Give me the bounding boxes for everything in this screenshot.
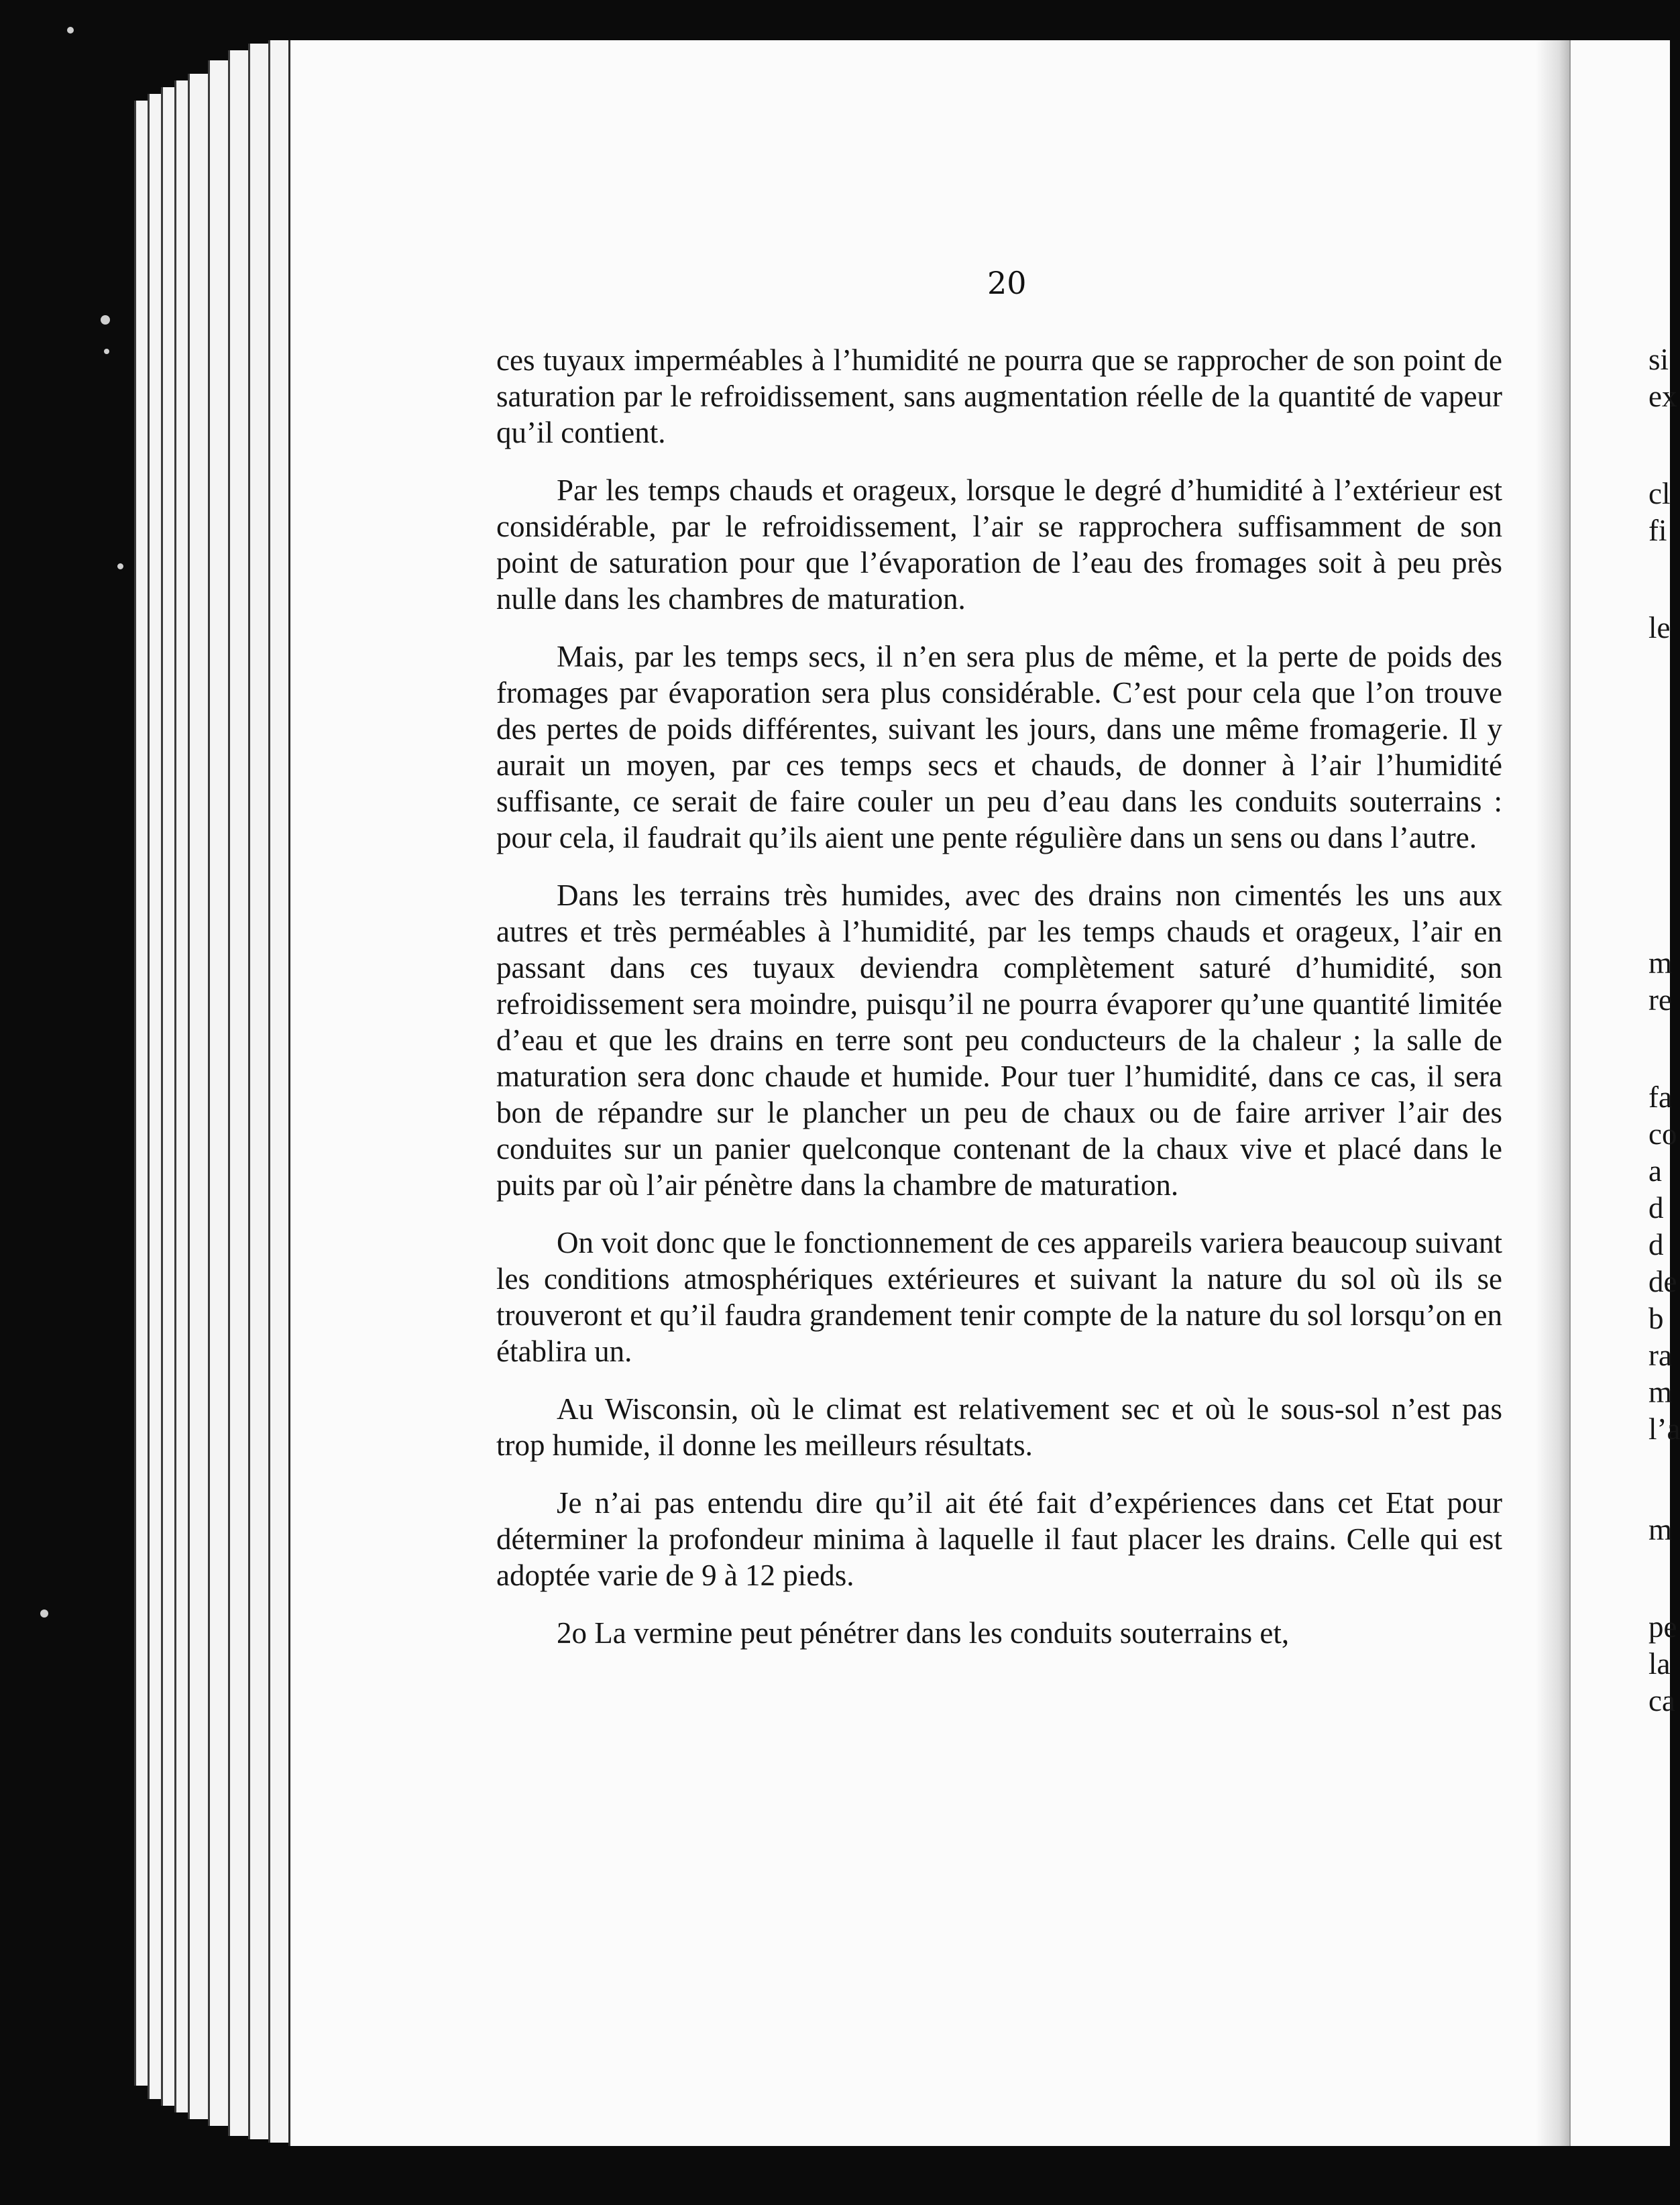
scan-speck	[67, 27, 74, 34]
paragraph: ces tuyaux imperméables à l’humidité ne pourra que se rapprocher de son point de saturation par le refroidissement, sans augmentation réelle de la quantité de vapeur qu’il contient.	[496, 343, 1502, 449]
fragment: ra	[1648, 1339, 1672, 1372]
paragraph: On voit donc que le fonctionnement de ces appareils variera beaucoup suivant les conditions atmosphériques extérieures et suivant la nature du sol où ils se trouveront et qu’il faudra grandement tenir compte de la nature du sol lorsqu’on en établira un.	[496, 1226, 1502, 1368]
fragment: fa	[1648, 1080, 1672, 1114]
paragraph: Mais, par les temps secs, il n’en sera plus de même, et la perte de poids des fromages par évaporation sera plus considérable. C’est pour cela que l’on trouve des pertes de poids différentes, suivant les jours, dans une même fromagerie. Il y aurait un moyen, par ces temps secs et chauds, de donner à l’air l’humidité suffisante, ce serait de faire couler un peu d’eau dans les conduits souterrains : pour cela, il faudrait qu’ils aient une pente régulière dans un sens ou dans l’autre.	[496, 640, 1502, 854]
fragment: ex	[1648, 380, 1677, 413]
paragraph: 2o La vermine peut pénétrer dans les conduits souterrains et,	[557, 1616, 1290, 1650]
gutter-shadow	[1536, 40, 1569, 2146]
fragment: m	[1648, 1513, 1673, 1546]
fragment: d	[1648, 1191, 1664, 1225]
fragment: co	[1648, 1117, 1677, 1151]
paragraph: Au Wisconsin, où le climat est relativement sec et où le sous-sol n’est pas trop humide, il donne les meilleurs résultats.	[496, 1392, 1502, 1462]
fragment: le	[1648, 611, 1671, 644]
fragment: re	[1648, 983, 1672, 1017]
scan-speck	[40, 1609, 48, 1618]
scan-speck	[117, 563, 123, 569]
book-page-edges	[134, 74, 309, 2139]
fragment: fi	[1648, 514, 1667, 547]
page-number: 20	[987, 265, 1027, 301]
paragraph: Dans les terrains très humides, avec des drains non cimentés les uns aux autres et très perméables à l’humidité, par les temps chauds et orageux, l’air en passant dans ces tuyaux deviendra complètement saturé d’humidité, son refroidissement sera moindre, puisqu’il ne pourra évaporer qu’une quantité limitée d’eau et que les drains en terre sont peu conducteurs de la chaleur ; la salle de maturation sera donc chaude et humide. Pour tuer l’humidité, dans ce cas, il sera bon de répandre sur le plancher un peu de chaux ou de faire arriver l’air des conduites sur un panier quelconque contenant de la chaux vive et placé dans le puits par où l’air pénètre dans la chambre de maturation.	[496, 879, 1502, 1202]
fragment: a	[1648, 1154, 1662, 1188]
fragment: pe	[1648, 1610, 1677, 1644]
page-body	[496, 342, 1502, 1673]
fragment: de	[1648, 1265, 1677, 1298]
fragment: ca	[1648, 1684, 1675, 1717]
scan-speck	[101, 315, 110, 325]
paragraph: Par les temps chauds et orageux, lorsque le degré d’humidité à l’extérieur est considérable, par le refroidissement, l’air se rapprochera suffisamment de son point de saturation pour que l’évaporation de l’eau des fromages soit à peu près nulle dans les chambres de maturation.	[496, 473, 1502, 616]
fragment: la	[1648, 1647, 1671, 1681]
fragment: m	[1648, 946, 1673, 980]
fragment: b	[1648, 1302, 1664, 1335]
fragment: m	[1648, 1375, 1673, 1409]
fragment: d	[1648, 1228, 1664, 1261]
scan-speck	[104, 349, 109, 354]
fragment: si	[1648, 343, 1669, 376]
fragment: cl	[1648, 477, 1671, 510]
paragraph: Je n’ai pas entendu dire qu’il ait été fait d’expériences dans cet Etat pour déterminer la profondeur minima à laquelle il faut placer les drains. Celle qui est adoptée varie de 9 à 12 pieds.	[496, 1486, 1502, 1592]
fragment: l’a	[1648, 1412, 1680, 1446]
